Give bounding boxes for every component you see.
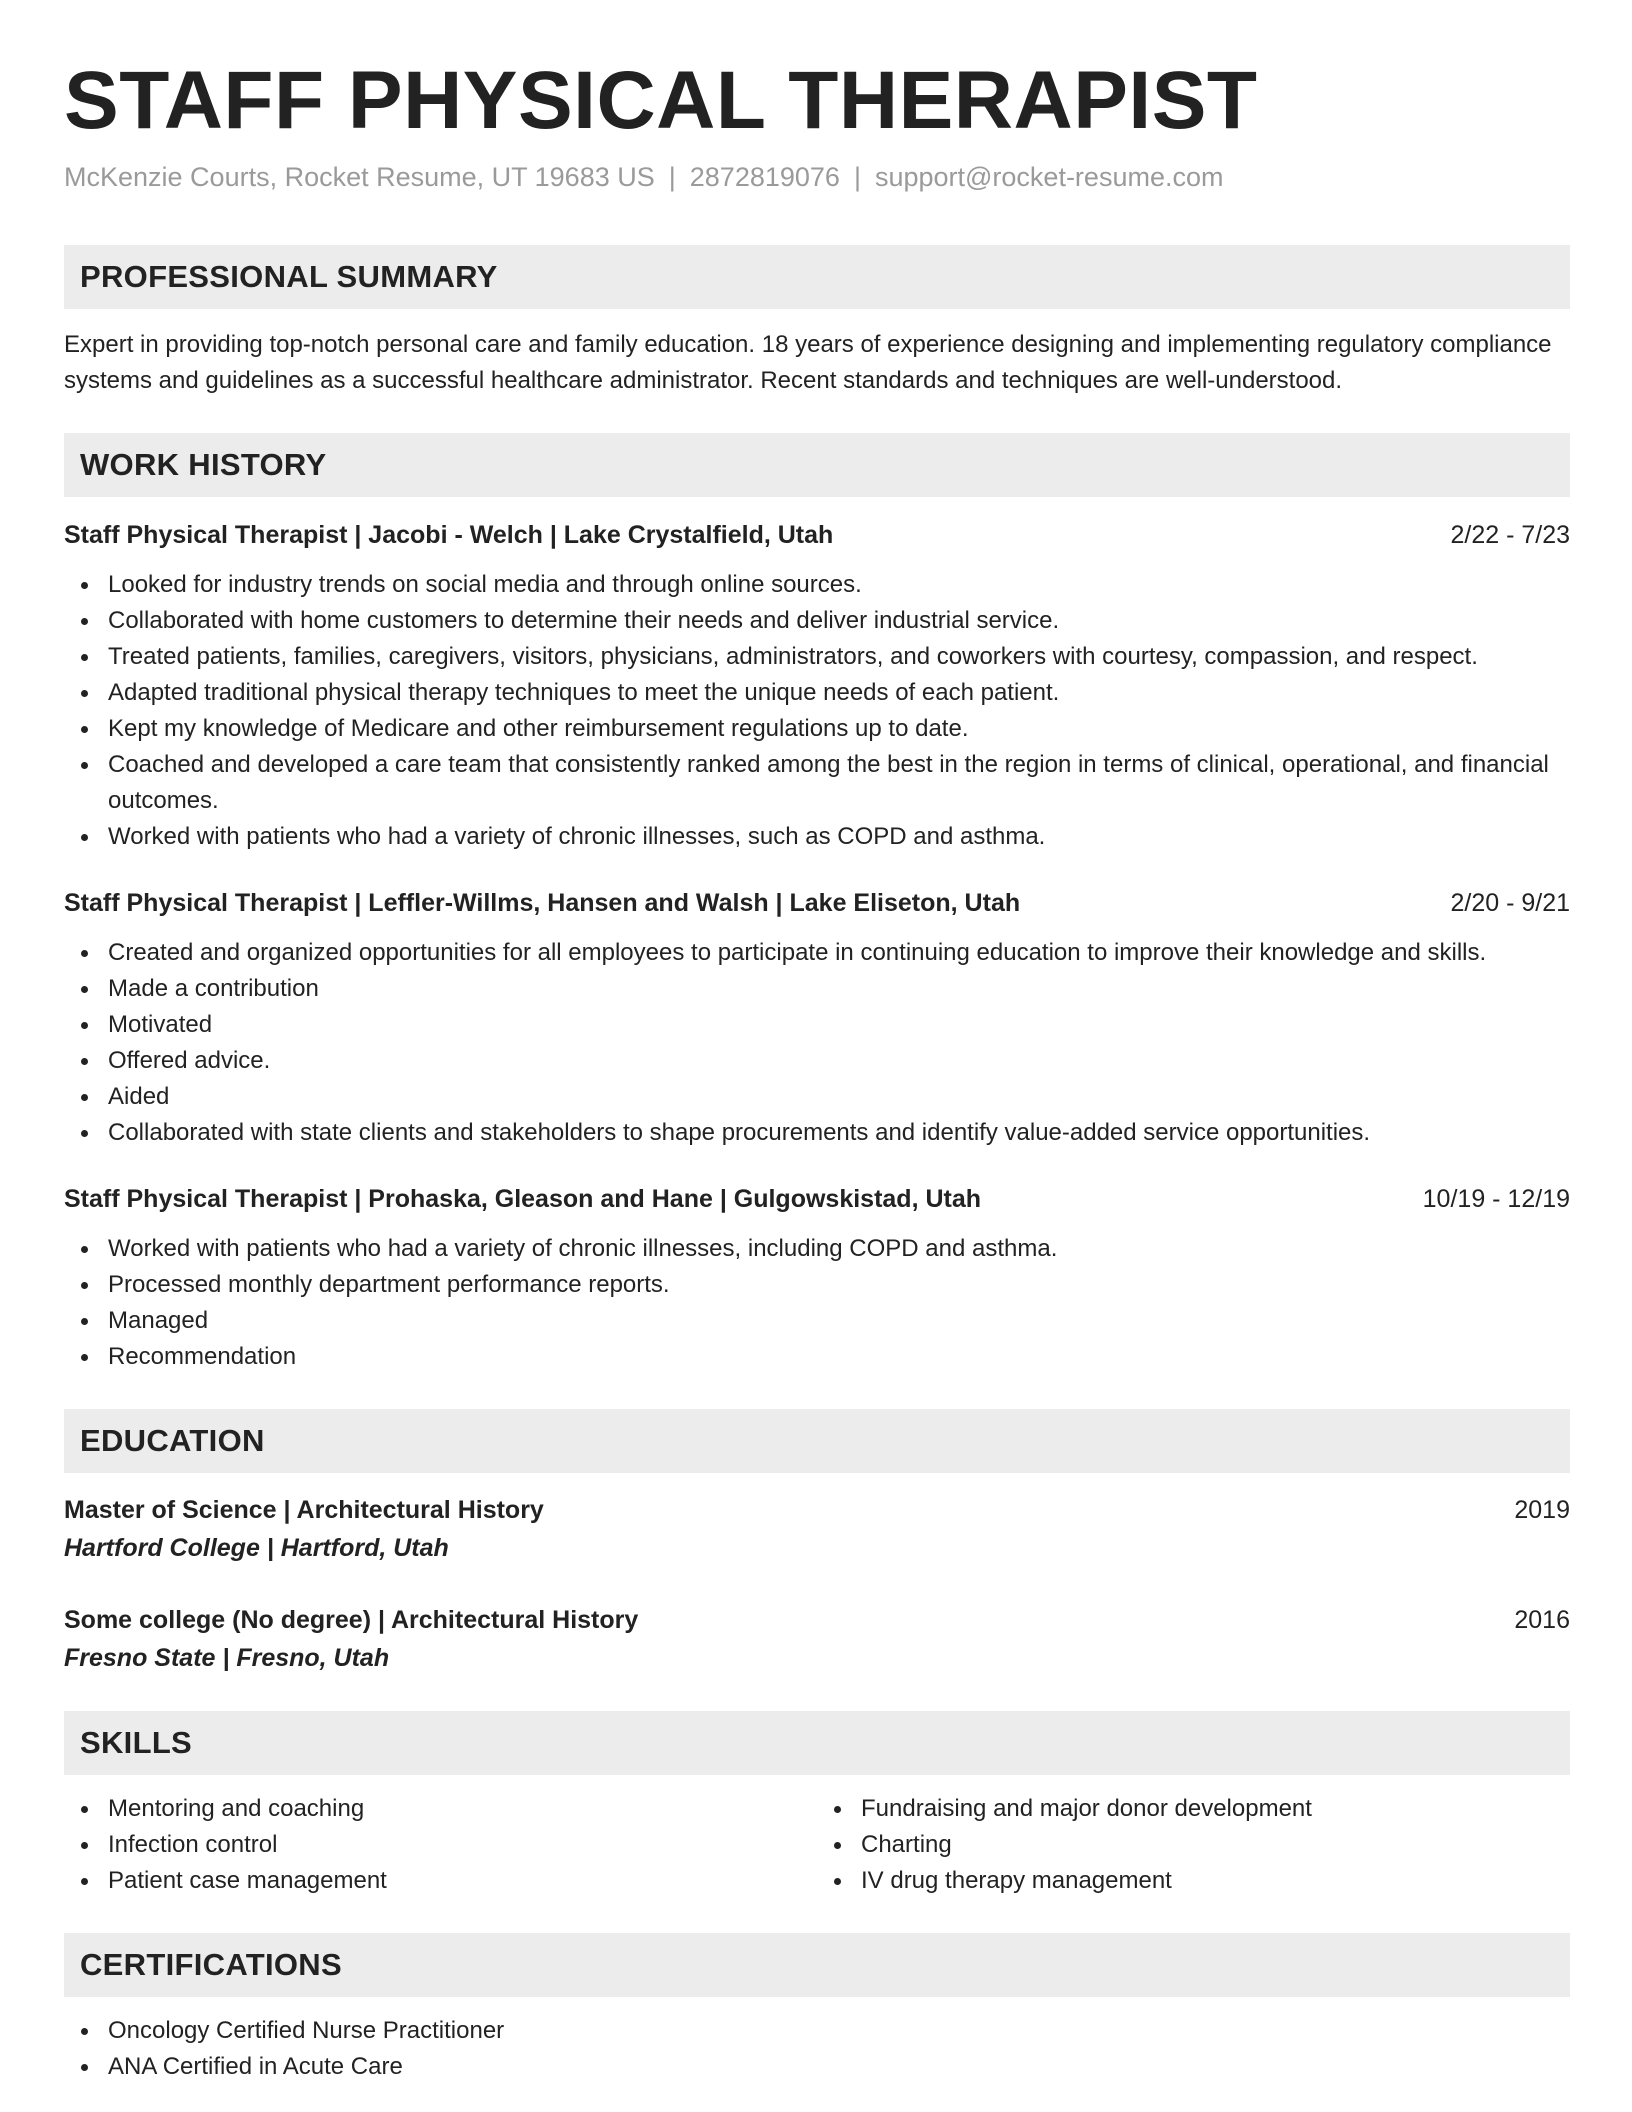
section-title: WORK HISTORY — [80, 447, 327, 483]
education-degree: Master of Science | Architectural History — [64, 1496, 544, 1525]
job-entry — [64, 1181, 1570, 1375]
list-item: Worked with patients who had a variety of chronic illnesses, such as COPD and asthma. — [64, 819, 1570, 855]
job-entry — [64, 885, 1570, 1151]
education-header — [64, 1491, 1570, 1529]
job-header — [64, 885, 1570, 921]
list-item: Offered advice. — [64, 1043, 1570, 1079]
list-item: Aided — [64, 1079, 1570, 1115]
section-title: PROFESSIONAL SUMMARY — [80, 259, 498, 295]
job-bullets — [64, 1231, 1570, 1375]
education-entry — [64, 1601, 1570, 1677]
job-entry — [64, 517, 1570, 855]
list-item: Created and organized opportunities for all employees to participate in continuing education to improve their knowledge and skills. — [64, 935, 1570, 971]
job-bullets — [64, 935, 1570, 1151]
list-item: IV drug therapy management — [817, 1863, 1570, 1899]
skills-columns — [64, 1791, 1570, 1899]
education-year: 2016 — [1514, 1606, 1570, 1635]
job-bullets — [64, 567, 1570, 855]
section-title: CERTIFICATIONS — [80, 1947, 342, 1983]
section-title: EDUCATION — [80, 1423, 265, 1459]
list-item: Patient case management — [64, 1863, 817, 1899]
list-item: Made a contribution — [64, 971, 1570, 1007]
education-entry — [64, 1491, 1570, 1567]
contact-line — [64, 162, 1570, 193]
job-dates: 2/20 - 9/21 — [1450, 889, 1570, 918]
list-item: Collaborated with state clients and stakeholders to shape procurements and identify value-added service opportunities. — [64, 1115, 1570, 1151]
list-item: Charting — [817, 1827, 1570, 1863]
contact-separator: | — [668, 162, 676, 193]
list-item: Infection control — [64, 1827, 817, 1863]
job-dates: 2/22 - 7/23 — [1450, 521, 1570, 550]
list-item: Adapted traditional physical therapy techniques to meet the unique needs of each patient. — [64, 675, 1570, 711]
list-item: Coached and developed a care team that consistently ranked among the best in the region in terms of clinical, operational, and financial outcomes. — [64, 747, 1570, 819]
job-title: Staff Physical Therapist | Leffler-Willms, Hansen and Walsh | Lake Eliseton, Utah — [64, 889, 1021, 918]
skills-left-column — [64, 1791, 817, 1899]
list-item: Mentoring and coaching — [64, 1791, 817, 1827]
contact-address: McKenzie Courts, Rocket Resume, UT 19683 US — [64, 162, 655, 193]
contact-phone: 2872819076 — [689, 162, 840, 193]
education-school: Hartford College | Hartford, Utah — [64, 1534, 449, 1563]
list-item: Processed monthly department performance reports. — [64, 1267, 1570, 1303]
job-title: Staff Physical Therapist | Jacobi - Welch | Lake Crystalfield, Utah — [64, 521, 834, 550]
list-item: Kept my knowledge of Medicare and other reimbursement regulations up to date. — [64, 711, 1570, 747]
list-item: Worked with patients who had a variety of chronic illnesses, including COPD and asthma. — [64, 1231, 1570, 1267]
section-header-summary — [64, 245, 1570, 309]
list-item: Oncology Certified Nurse Practitioner — [64, 2013, 1570, 2049]
list-item: Fundraising and major donor development — [817, 1791, 1570, 1827]
section-header-education — [64, 1409, 1570, 1473]
certification-bullets — [64, 2013, 1570, 2085]
certifications-list — [64, 2013, 1570, 2085]
contact-separator: | — [853, 162, 861, 193]
job-title: Staff Physical Therapist | Prohaska, Gleason and Hane | Gulgowskistad, Utah — [64, 1185, 982, 1214]
education-school: Fresno State | Fresno, Utah — [64, 1644, 390, 1673]
job-header — [64, 517, 1570, 553]
job-header — [64, 1181, 1570, 1217]
education-year: 2019 — [1514, 1496, 1570, 1525]
list-item: Collaborated with home customers to determine their needs and deliver industrial service. — [64, 603, 1570, 639]
section-header-skills — [64, 1711, 1570, 1775]
list-item: Motivated — [64, 1007, 1570, 1043]
education-header — [64, 1601, 1570, 1639]
list-item: ANA Certified in Acute Care — [64, 2049, 1570, 2085]
list-item: Treated patients, families, caregivers, visitors, physicians, administrators, and coworkers with courtesy, compassion, and respect. — [64, 639, 1570, 675]
section-header-certifications — [64, 1933, 1570, 1997]
section-header-work-history — [64, 433, 1570, 497]
section-title: SKILLS — [80, 1725, 193, 1761]
list-item: Managed — [64, 1303, 1570, 1339]
resume-name: STAFF PHYSICAL THERAPIST — [64, 55, 1258, 146]
education-degree: Some college (No degree) | Architectural History — [64, 1606, 639, 1635]
list-item: Looked for industry trends on social media and through online sources. — [64, 567, 1570, 603]
contact-email: support@rocket-resume.com — [874, 162, 1224, 193]
summary-text: Expert in providing top-notch personal care and family education. 18 years of experience designing and implementing regulatory compliance systems and guidelines as a successful healthcare administrator. Recent standards and techniques are well-understood. — [64, 331, 1552, 395]
list-item: Recommendation — [64, 1339, 1570, 1375]
job-dates: 10/19 - 12/19 — [1422, 1185, 1570, 1214]
skills-right-column — [817, 1791, 1570, 1899]
